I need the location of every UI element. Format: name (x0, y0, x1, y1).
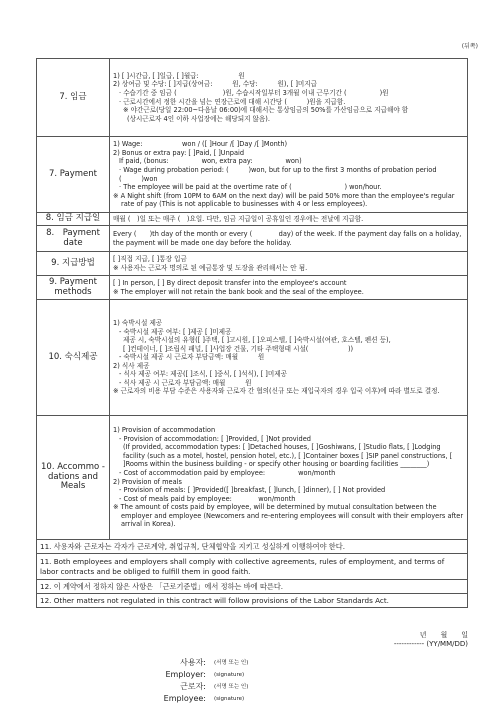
payment-line: · Wage during probation period: ( )won, but for up to the first 3 months of probation period ( )won (119, 165, 437, 183)
accom-en-line: - Cost of accommodation paid by employee: won/month (119, 468, 336, 477)
accom-en-line: - Provision of accommodation: [ ]Provided, [ ]Not provided (119, 434, 311, 443)
accom-kr-line: - 식사 제공 여부: 제공([ ]조식, [ ]중식, [ ]석식), [ ]미제공 (119, 370, 287, 379)
method-kr-label: 9. 지급방법 (37, 252, 110, 276)
accom-kr-line: 1) 숙박시설 제공 (113, 318, 163, 327)
clause12-en-row (37, 594, 468, 608)
back-side-label: (뒤쪽) (461, 43, 478, 50)
clause12-en: 12. Other matters not regulated in this contract will follow provisions of the Labor Standards Act. (37, 594, 468, 608)
method-en-label: 9. Payment methods (37, 276, 110, 300)
wage-line: 2) 상여금 및 수당: [ ]지급(상여금: 원, 수당: 원), [ ]미지급 (113, 80, 318, 89)
accom-kr-line: ※ 근로자의 비용 부담 수준은 사용자와 근로자 간 협의(신규 또는 재입국자의 경우 입국 이후)에 따라 별도로 결정. (113, 387, 440, 396)
clause12-kr-row (37, 580, 468, 594)
payment-line: · The employee will be paid at the overtime rate of ( ) won/hour. (119, 183, 382, 192)
accom-en-line: 1) Provision of accommodation (113, 426, 216, 435)
accom-en-line: - Cost of meals paid by employee: won/month (119, 494, 296, 503)
method-row-en (37, 276, 468, 300)
date-kr: 년 월 일 (419, 631, 468, 639)
accom-en-content (110, 416, 468, 540)
method-row-kr (37, 252, 468, 276)
payment-line: If paid, (bonus: won, extra pay: won) (119, 157, 302, 166)
wage-line: ※ 야간근로(당일 22:00~다음날 06:00)에 대해서는 통상임금의 50%를 가산임금으로 지급해야 함 (123, 106, 409, 115)
payment-line: 1) Wage: won / ([ ]Hour /[ ]Day /[ ]Month) (113, 140, 288, 149)
method-en-content (110, 276, 468, 300)
employee-en-hint: (signature) (214, 696, 245, 702)
payday-en-text: Every ( )th day of the month or every ( day) of the week. If the payment day falls on a holiday, the payment will be made one day before the holiday. (110, 226, 468, 252)
method-en-line: [ ] In person, [ ] By direct deposit transfer into the employee's account (113, 278, 347, 287)
clause12-kr: 12. 이 계약에서 정하지 않은 사항은 「근로기준법」에서 정하는 바에 따른다. (37, 580, 468, 594)
payday-kr-label: 8. 임금 지급일 (37, 213, 110, 226)
clause11-kr: 11. 사용자와 근로자는 각자가 근로계약, 취업규칙, 단체협약을 지키고 성실하게 이행하여야 한다. (37, 540, 468, 554)
accom-en-line: ※ The amount of costs paid by employee, will be determined by mutual consultation between the employer and employee (Newcomers and re-entering employees will consult with their employers after arrival in Korea). (113, 503, 464, 529)
employee-kr-label: 근로자: (180, 682, 206, 691)
contract-date (394, 631, 468, 649)
date-en: ------------ (YY/MM/DD) (393, 640, 468, 649)
employer-en-label: Employer: (165, 670, 206, 679)
employer-kr-hint: (서명 또는 인) (214, 660, 249, 666)
accom-kr-line: 2) 식사 제공 (113, 361, 150, 370)
wage-line: (상시근로자 4인 이하 사업장에는 해당되지 않음). (127, 114, 270, 123)
clause11-en-row (37, 554, 468, 580)
wage-line: 1) [ ]시간급, [ ]일급, [ ]월급: 원 (113, 71, 245, 80)
accom-en-line: 2) Provision of meals (113, 477, 182, 486)
accom-row-kr (37, 300, 468, 416)
method-en-line: ※ The employer will not retain the bank book and the seal of the employee. (113, 287, 364, 296)
accom-kr-line: - 숙박시설 제공 여부: [ ]제공 [ ]미제공 (119, 327, 232, 336)
date-en-format: (YY/MM/DD) (426, 640, 468, 649)
accom-kr-line: - 식사 제공 시 근로자 부담금액: 매월 원 (119, 378, 252, 387)
wage-label: 7. 임금 (37, 59, 110, 137)
wage-content (110, 59, 468, 137)
method-kr-line: ※ 사용자는 근로자 명의로 된 예금통장 및 도장을 관리해서는 안 됨. (113, 263, 308, 272)
payday-row-en (37, 226, 468, 252)
payment-line: ※ A Night shift (from 10PM to 6AM on the next day) will be paid 50% more than the employee's regular rate of pay (This is not applicable to businesses with 4 or less employees). (113, 191, 455, 209)
accom-kr-line: - 숙박시설 제공 시 근로자 부담금액: 매월 원 (119, 353, 265, 362)
employer-en-hint: (signature) (214, 672, 245, 678)
employee-kr-hint: (서명 또는 인) (214, 684, 249, 690)
employee-en-label: Employee: (163, 694, 206, 703)
accom-en-line: - Provision of meals: [ ]Provided([ ]breakfast, [ ]lunch, [ ]dinner), [ ] Not provided (119, 486, 386, 495)
clause11-kr-row (37, 540, 468, 554)
accom-en-label: 10. Accommo -dations and Meals (37, 416, 110, 540)
payment-label: 7. Payment (37, 137, 110, 213)
wage-row-kr (37, 59, 468, 137)
payday-en-label: 8. Payment date (37, 226, 110, 252)
accom-kr-content (110, 300, 468, 416)
wage-line: · 근로시간에서 정한 시간을 넘는 연장근로에 대해 시간당 ( )원을 지급함. (119, 97, 346, 106)
payment-line: 2) Bonus or extra pay: [ ]Paid, [ ]Unpaid (113, 148, 245, 157)
contract-form-table (36, 58, 468, 608)
accom-kr-label: 10. 숙식제공 (37, 300, 110, 416)
accom-en-line: (If provided, accommodation types: [ ]Detached houses, [ ]Goshiwans, [ ]Studio flats, [ ]Lodging facility (such as a motel, hostel, pension hotel, etc.), [ ]Container boxes [ ]SIP panel constructions, [ ]Rooms within the business building - or specify other housing or boarding facilities ________) (123, 443, 453, 469)
clause11-en: 11. Both employees and employers shall comply with collective agreements, rules of employment, and terms of labor contracts and be obliged to fulfill them in good faith. (37, 554, 468, 580)
method-kr-line: [ ]직접 지급, [ ]통장 입금 (113, 254, 187, 263)
accom-kr-line: 제공 시, 숙박시설의 유형([ ]주택, [ ]고시원, [ ]오피스텔, [ ]숙박시설(여관, 호스텔, 펜션 등), (123, 336, 391, 345)
method-kr-content (110, 252, 468, 276)
payday-kr-text: 매월 ( )일 또는 매주 ( )요일. 다만, 임금 지급일이 공휴일인 경우에는 전날에 지급함. (110, 213, 468, 226)
payment-content (110, 137, 468, 213)
accom-row-en (37, 416, 468, 540)
accom-kr-line: [ ]컨테이너, [ ]조립식 패널, [ ]사업장 건물, 기타 주택형태 시설( )) (123, 344, 354, 353)
payment-row-en (37, 137, 468, 213)
employer-kr-label: 사용자: (180, 658, 206, 667)
payday-row-kr (37, 213, 468, 226)
wage-line: · 수습기간 중 임금 ( )원, 수습시작일부터 3개월 이내 근무기간 ( )원 (119, 88, 389, 97)
